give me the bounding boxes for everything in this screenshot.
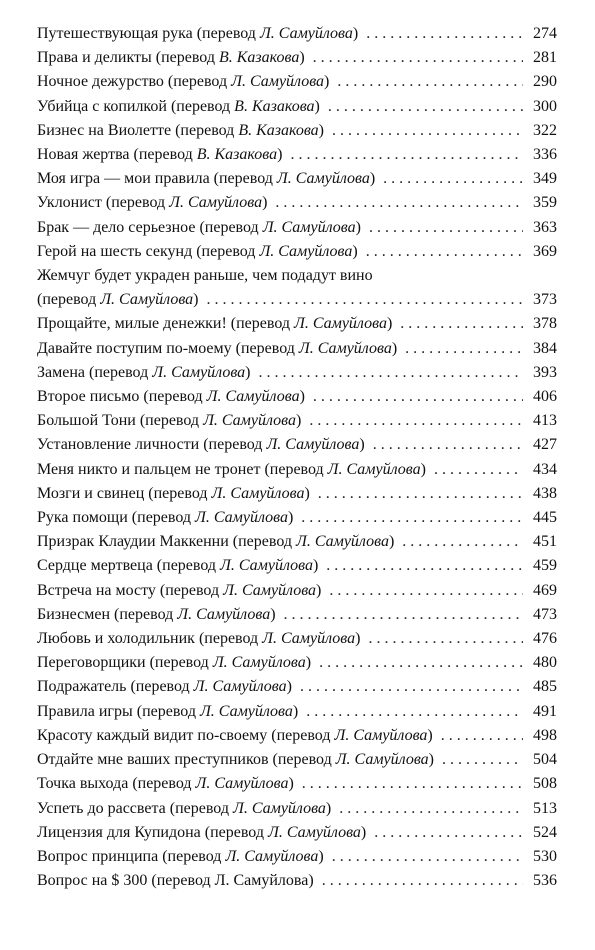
dot-leader: [366, 240, 523, 264]
page-number: 434: [533, 460, 557, 478]
dot-leader: [326, 554, 523, 578]
page-number: 406: [533, 388, 557, 406]
dot-leader: [322, 869, 523, 893]
closing-paren: ): [318, 847, 324, 865]
translator-name: Л. Самуйлова: [231, 73, 325, 91]
story-title: Встреча на мосту (перевод: [37, 581, 224, 599]
closing-paren: ): [428, 751, 434, 769]
translator-name: Л. Самуйлова: [276, 170, 370, 188]
toc-entry[interactable]: [37, 361, 557, 385]
dot-leader: [374, 821, 523, 845]
translator-name: В. Казакова: [218, 49, 300, 67]
page-number: 322: [533, 121, 557, 139]
dot-leader: [442, 748, 523, 772]
story-title: Лицензия для Купидона (перевод: [37, 823, 268, 841]
dot-leader: [300, 675, 523, 699]
toc-entry-title: [37, 22, 358, 46]
dot-leader: [313, 46, 523, 70]
dot-leader: [373, 433, 523, 457]
translator-name: Л. Самуйлова: [212, 654, 306, 672]
dot-leader: [402, 530, 523, 554]
page-number: 485: [533, 678, 557, 696]
dot-leader: [284, 603, 523, 627]
dot-leader: [332, 119, 523, 143]
page-number: 359: [533, 194, 557, 212]
translator-name: Л. Самуйлова: [195, 775, 289, 793]
closing-paren: ): [388, 533, 395, 551]
toc-entry[interactable]: [37, 458, 557, 482]
translator-name: Л. Самуйлова: [232, 799, 326, 817]
story-title: Правила игры (перевод: [37, 702, 200, 720]
closing-paren: ): [314, 97, 320, 115]
story-title: Брак — дело серьезное (перевод: [37, 218, 263, 236]
toc-entry[interactable]: [37, 748, 557, 772]
translator-name: Л. Самуйлова: [262, 218, 356, 236]
toc-entry[interactable]: [37, 216, 557, 240]
closing-paren: ): [292, 702, 299, 720]
toc-entry-title: [37, 458, 426, 482]
page-number: 476: [533, 630, 557, 648]
toc-entry[interactable]: [37, 651, 557, 675]
translator-name: Л. Самуйлова: [177, 605, 271, 623]
toc-entry-title: [37, 288, 198, 312]
toc-entry[interactable]: [37, 433, 557, 457]
page-number: 530: [533, 847, 557, 865]
translator-name: Л. Самуйлова: [206, 388, 300, 406]
translator-name: Л. Самуйлова: [199, 702, 293, 720]
closing-paren: ): [299, 388, 305, 406]
page-number: 438: [533, 484, 557, 502]
story-title: Рука помощи (перевод: [37, 509, 196, 527]
translator-name: Л. Самуйлова: [211, 484, 305, 502]
toc-entry-title: [37, 46, 305, 70]
toc-entry[interactable]: [37, 797, 557, 821]
dot-leader: [369, 216, 523, 240]
toc-entry-title: [37, 433, 365, 457]
translator-name: Л. Самуйлова: [334, 726, 428, 744]
story-title: Вопрос на $ 300 (перевод Л. Самуйлова): [37, 872, 314, 890]
toc-entry[interactable]: [37, 482, 557, 506]
toc-entry[interactable]: [37, 337, 557, 361]
closing-paren: ): [369, 170, 376, 188]
dot-leader: [332, 845, 523, 869]
toc-entry[interactable]: [37, 191, 557, 215]
story-title: Давайте поступим по-моему (перевод: [37, 339, 299, 357]
translator-name: Л. Самуйлова: [195, 509, 288, 527]
dot-leader: [301, 506, 523, 530]
closing-paren: ): [386, 315, 393, 333]
toc-entry-title: [37, 579, 321, 603]
translator-name: Л. Самуйлова: [259, 242, 353, 260]
story-title: Уклонист (перевод: [37, 194, 170, 212]
toc-entry-title: [37, 530, 394, 554]
page-number: 363: [533, 218, 557, 236]
closing-paren: ): [325, 799, 332, 817]
story-title: Убийца с копилкой (перевод: [37, 97, 235, 115]
translator-name: Л. Самуйлова: [335, 751, 429, 769]
story-title: Отдайте мне ваших преступников (перевод: [37, 751, 336, 769]
dot-leader: [319, 651, 523, 675]
dot-leader: [405, 337, 523, 361]
closing-paren: ): [277, 146, 283, 164]
dot-leader: [434, 458, 523, 482]
dot-leader: [329, 579, 523, 603]
toc-entry[interactable]: [37, 95, 557, 119]
page-number: 445: [533, 509, 557, 527]
story-title: Подражатель (перевод: [37, 678, 194, 696]
toc-entry[interactable]: [37, 119, 557, 143]
toc-entry[interactable]: [37, 724, 557, 748]
toc-entry-title: [37, 240, 358, 264]
dot-leader: [337, 70, 523, 94]
toc-entry-title: [37, 554, 318, 578]
toc-entry-title: [37, 216, 361, 240]
page-number: 336: [533, 146, 557, 164]
dot-leader: [275, 191, 523, 215]
toc-entry[interactable]: [37, 627, 557, 651]
page-number: 469: [533, 581, 557, 599]
toc-entry[interactable]: [37, 167, 557, 191]
closing-paren: ): [288, 775, 294, 793]
closing-paren: ): [245, 363, 251, 381]
translator-name: Л. Самуйлова: [266, 436, 360, 454]
closing-paren: ): [287, 509, 294, 527]
translator-name: Л. Самуйлова: [296, 533, 389, 551]
story-title: Точка выхода (перевод: [37, 775, 196, 793]
toc-entry[interactable]: [37, 772, 557, 796]
dot-leader: [302, 772, 523, 796]
translator-name: В. Казакова: [238, 121, 319, 139]
story-title: Моя игра — мои правила (перевод: [37, 170, 277, 188]
toc-entry[interactable]: [37, 264, 557, 312]
toc-entry-title: [37, 409, 301, 433]
dot-leader: [309, 409, 523, 433]
closing-paren: ): [360, 823, 367, 841]
closing-paren: ): [355, 218, 361, 236]
story-title: Путешествующая рука (перевод: [37, 25, 260, 42]
page-number: 513: [533, 799, 557, 817]
toc-entry-title: [37, 797, 331, 821]
story-title: Бизнес на Виолетте (перевод: [37, 121, 239, 139]
story-title: Успеть до рассвета (перевод: [37, 799, 233, 817]
toc-entry[interactable]: [37, 240, 557, 264]
closing-paren: ): [270, 605, 276, 623]
page-number: 384: [533, 339, 557, 357]
closing-paren: ): [286, 678, 292, 696]
toc-entry[interactable]: [37, 554, 557, 578]
toc-entry-title: [37, 845, 324, 869]
translator-name: Л. Самуйлова: [169, 194, 263, 212]
dot-leader: [368, 627, 523, 651]
dot-leader: [339, 797, 523, 821]
translator-name: Л. Самуйлова: [262, 630, 356, 648]
dot-leader: [383, 167, 523, 191]
toc-entry[interactable]: [37, 46, 557, 70]
page-number: 393: [533, 363, 557, 381]
page-number: 508: [533, 775, 557, 793]
toc-entry[interactable]: [37, 700, 557, 724]
toc-entry[interactable]: [37, 409, 557, 433]
toc-entry[interactable]: [37, 506, 557, 530]
dot-leader: [328, 95, 523, 119]
page-number: 300: [533, 97, 557, 115]
closing-paren: ): [352, 25, 359, 42]
translator-name: Л. Самуйлова: [203, 412, 296, 430]
closing-paren: ): [296, 412, 302, 430]
page-number: 427: [533, 436, 557, 454]
toc-entry-title: [37, 70, 329, 94]
toc-entry-title: [37, 95, 320, 119]
toc-entry-title: [37, 675, 292, 699]
page-number: 451: [533, 533, 557, 551]
story-title: (перевод: [37, 291, 101, 309]
story-title: Красоту каждый видит по-своему (перевод: [37, 726, 335, 744]
toc-entry-title: [37, 191, 267, 215]
translator-name: Л. Самуйлова: [259, 25, 353, 42]
dot-leader: [259, 361, 524, 385]
translator-name: Л. Самуйлова: [152, 363, 246, 381]
toc-entry-title: [37, 869, 314, 893]
page-number: 504: [533, 751, 557, 769]
closing-paren: ): [324, 73, 330, 91]
closing-paren: ): [352, 242, 358, 260]
toc-entry-title: [37, 627, 360, 651]
translator-name: Л. Самуйлова: [327, 460, 421, 478]
toc-entry[interactable]: [37, 385, 557, 409]
toc-entry-title: [37, 167, 375, 191]
story-title: Права и деликты (перевод: [37, 49, 219, 67]
translator-name: Л. Самуйлова: [223, 581, 317, 599]
toc-entry-title: [37, 482, 310, 506]
closing-paren: ): [262, 194, 268, 212]
toc-entry[interactable]: [37, 312, 557, 336]
dot-leader: [290, 143, 523, 167]
closing-paren: ): [312, 557, 319, 575]
translator-name: В. Казакова: [196, 146, 278, 164]
story-title: Герой на шесть секунд (перевод: [37, 242, 260, 260]
toc-entry-title: [37, 651, 311, 675]
closing-paren: ): [359, 436, 365, 454]
translator-name: Л. Самуйлова: [298, 339, 392, 357]
toc-entry-title: [37, 724, 433, 748]
translator-name: Л. Самуйлова: [225, 847, 319, 865]
story-title: Бизнесмен (перевод: [37, 605, 178, 623]
translator-name: Л. Самуйлова: [100, 291, 194, 309]
page-number: 459: [533, 557, 557, 575]
page-number: 480: [533, 654, 557, 672]
toc-entry[interactable]: [37, 603, 557, 627]
story-title: Любовь и холодильник (перевод: [37, 630, 263, 648]
toc-entry[interactable]: [37, 845, 557, 869]
toc-entry-title: [37, 337, 397, 361]
toc-entry[interactable]: [37, 70, 557, 94]
page-number: 373: [533, 291, 557, 309]
dot-leader: [366, 22, 523, 46]
toc-entry-title: [37, 772, 294, 796]
page-number: 498: [533, 726, 557, 744]
toc-entry-title: [37, 748, 434, 772]
toc-entry-title: [37, 506, 293, 530]
page-number: 378: [533, 315, 557, 333]
story-title: Установление личности (перевод: [37, 436, 267, 454]
closing-paren: ): [355, 630, 361, 648]
toc-entry-title: [37, 143, 282, 167]
page-number: 491: [533, 702, 557, 720]
story-title: Вопрос принципа (перевод: [37, 847, 226, 865]
toc-entry-title: [37, 119, 324, 143]
closing-paren: ): [304, 484, 310, 502]
page-number: 349: [533, 170, 557, 188]
toc-entry-title: [37, 603, 276, 627]
translator-name: Л. Самуйлова: [193, 678, 287, 696]
page-number: 290: [533, 73, 557, 91]
story-title: Переговорщики (перевод: [37, 654, 213, 672]
translator-name: Л. Самуйлова: [294, 315, 387, 333]
toc-entry[interactable]: [37, 821, 557, 845]
toc-entry-title: [37, 700, 298, 724]
dot-leader: [441, 724, 523, 748]
dot-leader: [313, 385, 523, 409]
translator-name: Л. Самуйлова: [220, 557, 313, 575]
toc-entry[interactable]: [37, 22, 557, 46]
story-title: Сердце мертвеца (перевод: [37, 557, 221, 575]
toc-entry-title: [37, 312, 392, 336]
toc-entry[interactable]: [37, 579, 557, 603]
closing-paren: ): [193, 291, 199, 309]
toc-entry-title: [37, 385, 305, 409]
translator-name: В. Казакова: [234, 97, 315, 115]
page-number: 274: [533, 25, 557, 42]
toc-entry[interactable]: [37, 143, 557, 167]
story-title: Меня никто и пальцем не тронет (перевод: [37, 460, 328, 478]
closing-paren: ): [318, 121, 324, 139]
dot-leader: [400, 312, 523, 336]
page-number: 536: [533, 872, 557, 890]
closing-paren: ): [427, 726, 433, 744]
closing-paren: ): [299, 49, 305, 67]
dot-leader: [306, 700, 523, 724]
closing-paren: ): [305, 654, 312, 672]
closing-paren: ): [316, 581, 322, 599]
page-number: 473: [533, 605, 557, 623]
dot-leader: [318, 482, 523, 506]
story-title: Прощайте, милые денежки! (перевод: [37, 315, 294, 333]
toc-entry-title-line: Жемчуг будет украден раньше, чем подадут вино: [37, 267, 373, 285]
closing-paren: ): [391, 339, 398, 357]
dot-leader: [206, 288, 523, 312]
page-number: 524: [533, 823, 557, 841]
translator-name: Л. Самуйлова: [267, 823, 361, 841]
toc-entry-title: [37, 821, 366, 845]
story-title: Большой Тони (перевод: [37, 412, 204, 430]
page-number: 369: [533, 242, 557, 260]
page-number: 413: [533, 412, 557, 430]
story-title: Мозги и свинец (перевод: [37, 484, 212, 502]
toc-entry[interactable]: [37, 530, 557, 554]
table-of-contents: [37, 22, 557, 893]
toc-entry[interactable]: [37, 675, 557, 699]
toc-entry[interactable]: [37, 869, 557, 893]
page-number: 281: [533, 49, 557, 67]
story-title: Призрак Клаудии Маккенни (перевод: [37, 533, 296, 551]
story-title: Ночное дежурство (перевод: [37, 73, 232, 91]
toc-entry-title: [37, 361, 251, 385]
closing-paren: ): [420, 460, 426, 478]
story-title: Второе письмо (перевод: [37, 388, 207, 406]
story-title: Новая жертва (перевод: [37, 146, 197, 164]
story-title: Замена (перевод: [37, 363, 153, 381]
